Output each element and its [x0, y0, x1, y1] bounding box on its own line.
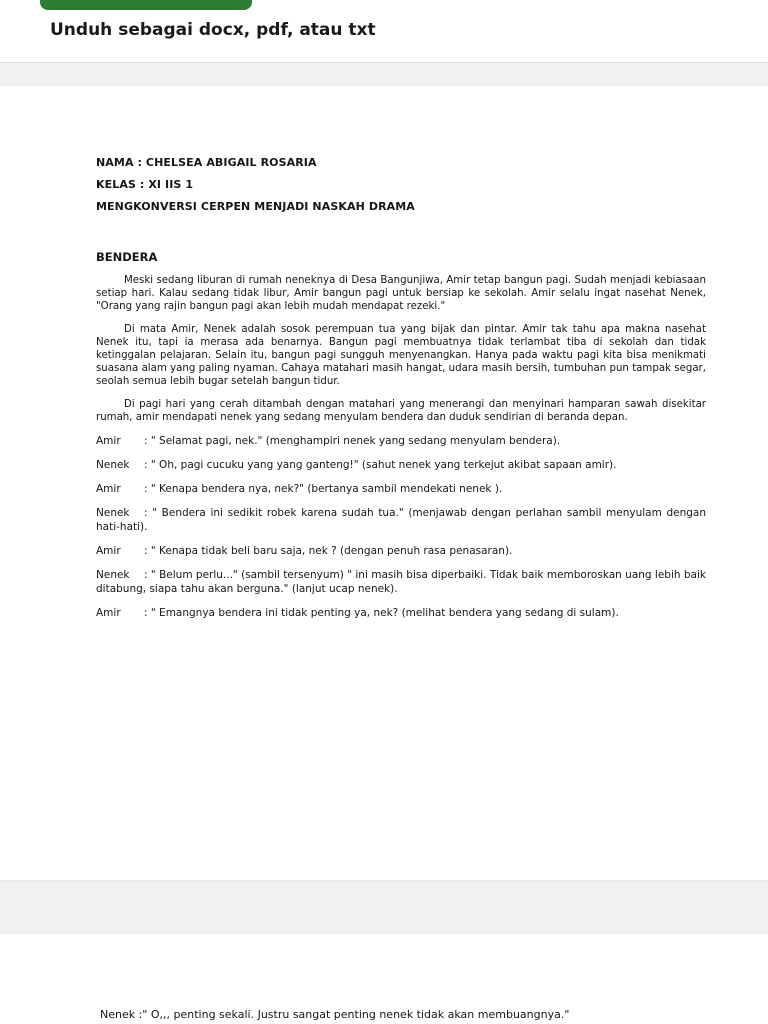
document-body	[96, 156, 706, 630]
story-paragraph: Di mata Amir, Nenek adalah sosok perempuan tua yang bijak dan pintar. Amir tak tahu apa makna nasehat Nenek itu, tapi ia merasa ada benarnya. Bangun pagi membuatnya tidak terlambat tiba di sekolah dan tidak ketinggalan pelajaran. Selain itu, bangun pagi sungguh menyenangkan. Hanya pada waktu pagi kita bisa menikmati suasana alam yang paling nyaman. Cahaya matahari masih hangat, udara masih bersih, tumbuhan pun tampak segar, seolah semua lebih bugar setelah bangun tidur.	[96, 324, 706, 387]
dialogue-line	[96, 606, 706, 620]
dialogue-speaker: Amir	[96, 545, 121, 557]
dialogue-speaker: Amir	[96, 483, 121, 495]
download-options-label[interactable]: Unduh sebagai docx, pdf, atau txt	[50, 20, 376, 40]
dialogue-line	[96, 434, 706, 448]
dialogue-text: " Selamat pagi, nek." (menghampiri nenek yang sedang menyulam bendera).	[150, 435, 561, 447]
dialogue-line	[96, 506, 706, 534]
download-button-edge[interactable]	[40, 0, 252, 10]
dialogue-speaker: Nenek	[96, 507, 130, 519]
dialogue-speaker: Amir	[96, 607, 121, 619]
dialogue-speaker: Nenek	[96, 569, 130, 581]
dialogue-line	[96, 458, 706, 472]
dialogue-separator: :	[144, 569, 148, 581]
student-name: NAMA : CHELSEA ABIGAIL ROSARIA	[96, 156, 317, 169]
dialogue-line	[96, 482, 706, 496]
dialogue-separator: :	[144, 607, 148, 619]
dialogue-separator: :	[144, 483, 148, 495]
dialogue-text: " Kenapa bendera nya, nek?" (bertanya sambil mendekati nenek ).	[150, 483, 503, 495]
dialogue-separator: :	[144, 459, 148, 471]
assignment-title: MENGKONVERSI CERPEN MENJADI NASKAH DRAMA	[96, 200, 415, 213]
dialogue-separator: :	[144, 435, 148, 447]
dialogue-speaker: Amir	[96, 435, 121, 447]
document-page-1	[0, 86, 768, 880]
document-page-2	[0, 934, 768, 1024]
dialogue-text: " Oh, pagi cucuku yang yang ganteng!" (sahut nenek yang terkejut akibat sapaan amir).	[150, 459, 617, 471]
dialogue-text: " Bendera ini sedikit robek karena sudah tua." (menjawab dengan perlahan sambil menyulam dengan hati-hati).	[96, 507, 706, 533]
story-paragraph: Di pagi hari yang cerah ditambah dengan matahari yang menerangi dan menyinari hamparan sawah disekitar rumah, amir mendapati nenek yang sedang menyulam bendera dan duduk sendirian di beranda depan.	[96, 399, 706, 423]
dialogue-speaker: Nenek	[96, 459, 130, 471]
dialogue-separator: :	[144, 545, 148, 557]
story-paragraph: Meski sedang liburan di rumah neneknya di Desa Bangunjiwa, Amir tetap bangun pagi. Sudah menjadi kebiasaan setiap hari. Kalau sedang tidak libur, Amir bangun pagi untuk bersiap ke sekolah. Amir selalu ingat nasehat Nenek, "Orang yang rajin bangun pagi akan lebih mudah mendapat rezeki."	[96, 275, 706, 312]
story-title: BENDERA	[96, 250, 158, 264]
dialogue-line: Nenek :" O,,, penting sekali. Justru sangat penting nenek tidak akan membuangnya."	[100, 1008, 570, 1021]
dialogue-text: " Belum perlu..." (sambil tersenyum) " ini masih bisa diperbaiki. Tidak baik memboroskan uang lebih baik ditabung, siapa tahu akan berguna." (lanjut ucap nenek).	[96, 569, 706, 595]
dialogue-text: " Kenapa tidak beli baru saja, nek ? (dengan penuh rasa penasaran).	[150, 545, 513, 557]
dialogue-line	[96, 568, 706, 596]
dialogue-line	[96, 544, 706, 558]
dialogue-text: " Emangnya bendera ini tidak penting ya, nek? (melihat bendera yang sedang di sulam).	[150, 607, 619, 619]
student-class: KELAS : XI IIS 1	[96, 178, 194, 191]
dialogue-separator: :	[144, 507, 148, 519]
download-bar	[0, 0, 768, 63]
